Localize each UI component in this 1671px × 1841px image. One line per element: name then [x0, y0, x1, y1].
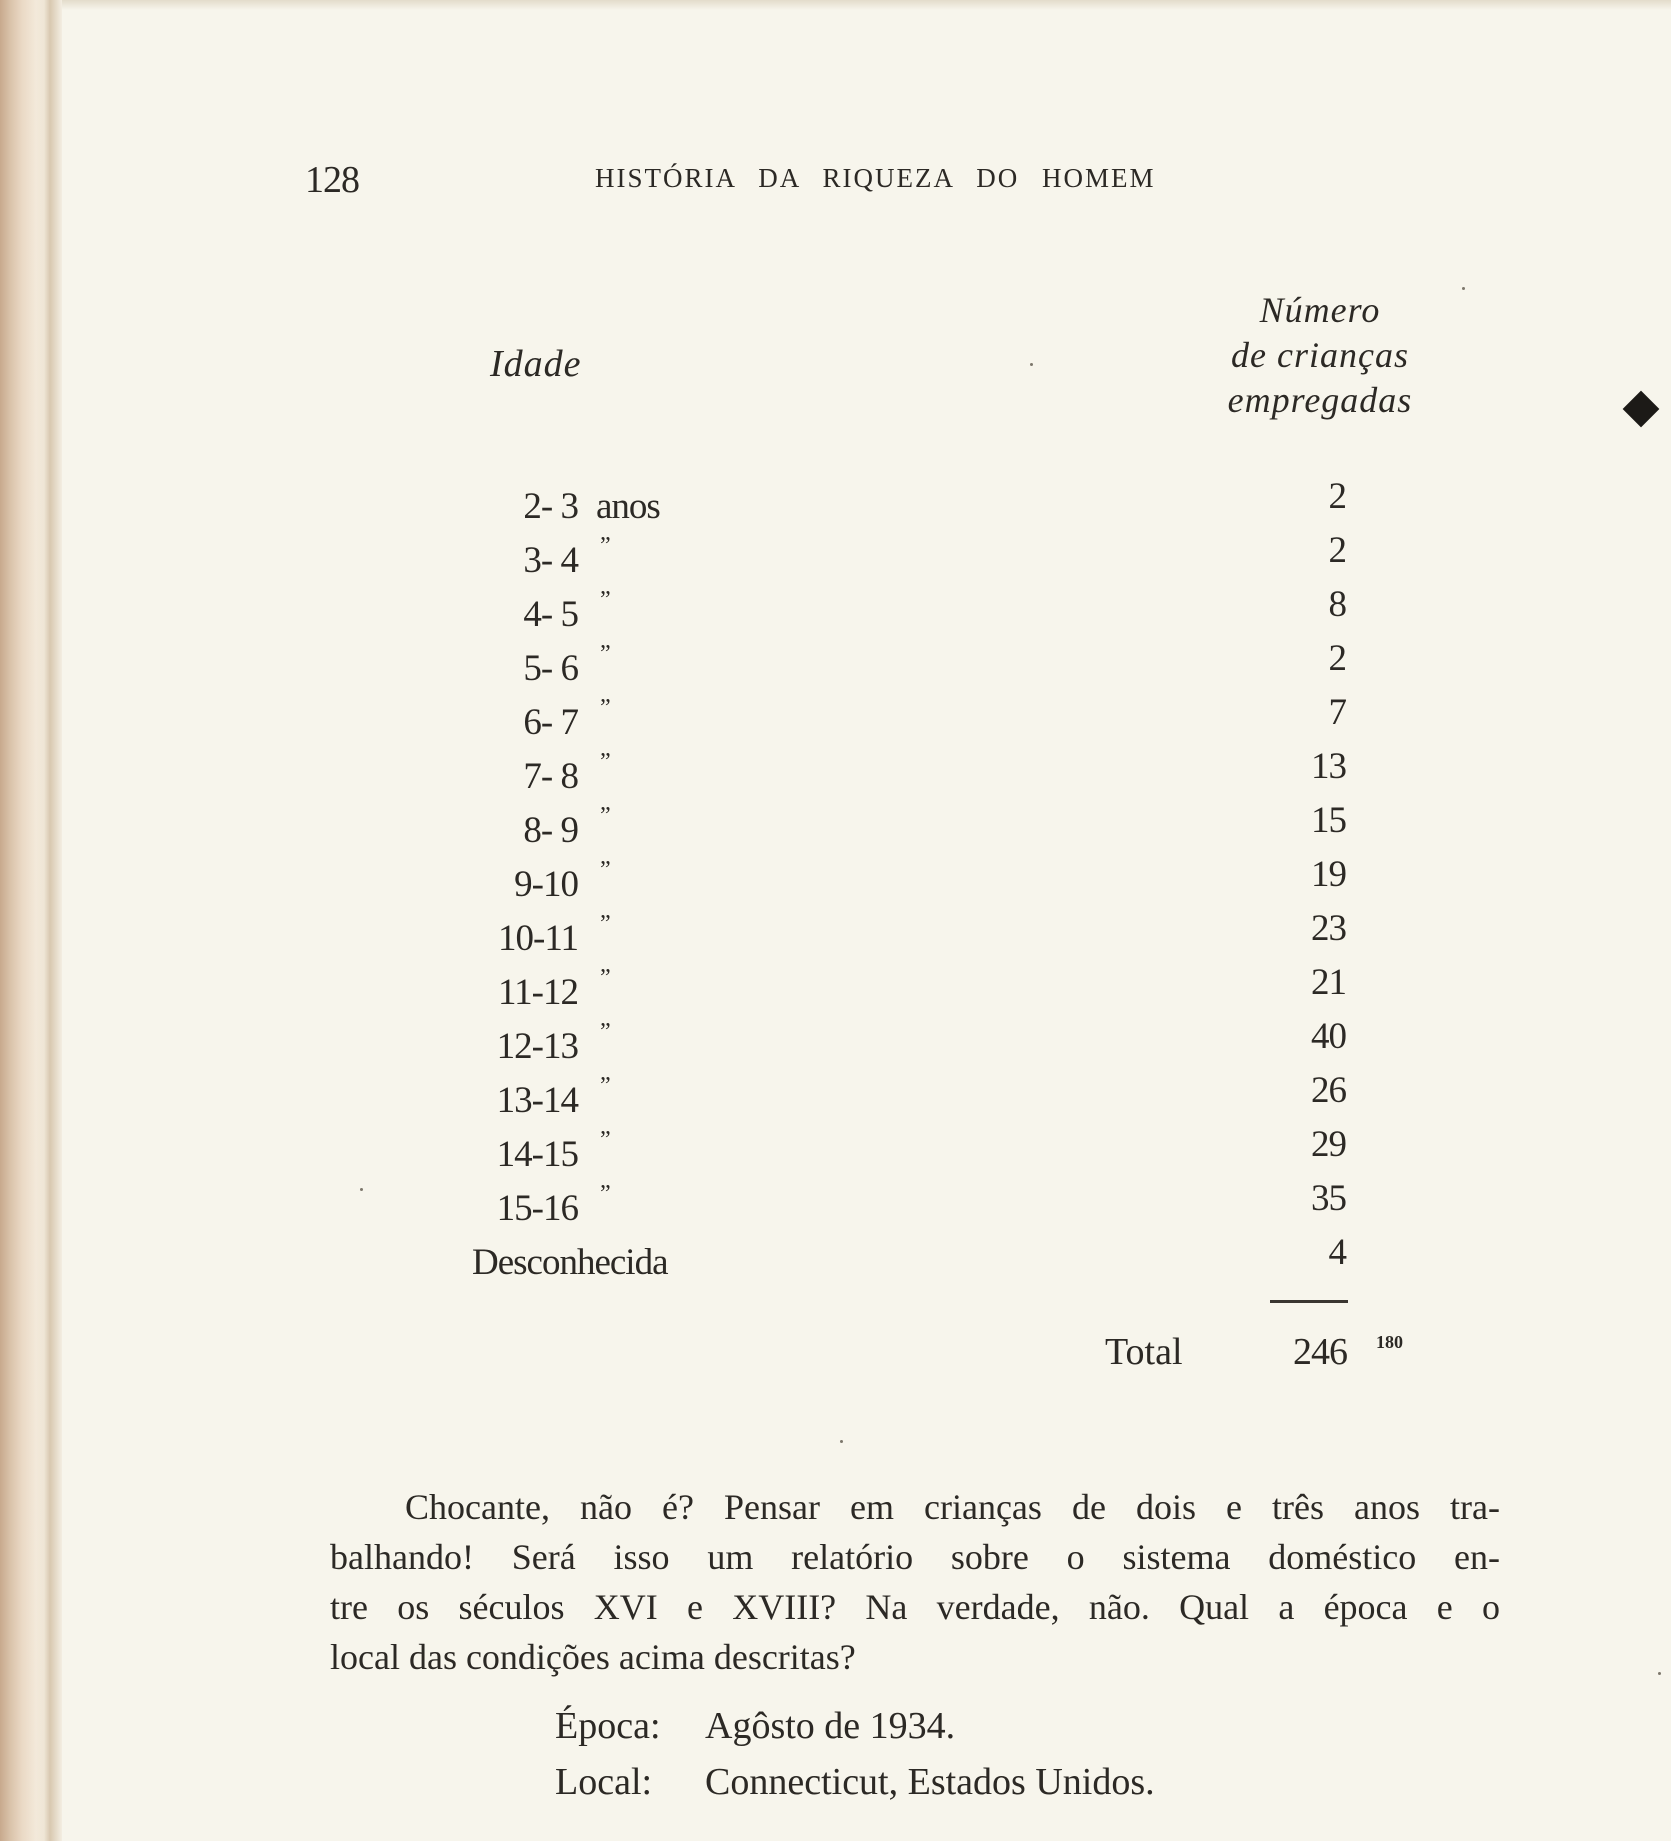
ditto-mark: ” — [600, 695, 610, 721]
total-label: Total — [1105, 1331, 1183, 1373]
running-title: HISTÓRIA DA RIQUEZA DO HOMEM — [595, 163, 1156, 193]
column-header-count — [1170, 288, 1470, 423]
age-range: 11-12 — [498, 972, 578, 1013]
table-row — [0, 1016, 1671, 1079]
paragraph-line: balhando! Será isso um relatório sobre o sistema doméstico en- — [330, 1537, 1500, 1577]
ditto-mark: ” — [600, 857, 610, 883]
table-row — [0, 962, 1671, 1025]
table-row — [0, 746, 1671, 809]
table-row — [0, 476, 1671, 539]
child-count: 21 — [1311, 962, 1346, 1003]
epoca-value: Agôsto de 1934. — [705, 1705, 956, 1747]
footnote-reference: 180 — [1376, 1332, 1403, 1352]
child-count: 26 — [1311, 1070, 1346, 1111]
table-row — [0, 854, 1671, 917]
ditto-mark: ” — [600, 911, 610, 937]
epoca-line — [555, 1704, 955, 1748]
age-range: 14-15 — [496, 1134, 578, 1175]
age-range: 10-11 — [498, 918, 578, 959]
local-value: Connecticut, Estados Unidos. — [705, 1761, 1155, 1803]
paragraph-line: Chocante, não é? Pensar em crianças de dois e três anos tra- — [405, 1487, 1500, 1527]
paper-speck — [1658, 1672, 1661, 1675]
child-count: 8 — [1328, 584, 1346, 625]
age-range: 3- 4 — [523, 540, 578, 581]
page-number: 128 — [305, 159, 359, 201]
child-count: 29 — [1311, 1124, 1346, 1165]
child-count: 2 — [1328, 530, 1346, 571]
body-paragraph — [330, 1482, 1500, 1682]
ditto-mark: ” — [600, 1127, 610, 1153]
child-count: 23 — [1311, 908, 1346, 949]
column-header-count-line: empregadas — [1227, 380, 1413, 420]
ditto-mark: ” — [600, 641, 610, 667]
diamond-marker-icon — [1623, 391, 1660, 428]
table-row — [0, 638, 1671, 701]
paper-speck — [1030, 363, 1033, 366]
ditto-mark: ” — [600, 533, 610, 559]
ditto-mark: ” — [600, 587, 610, 613]
table-row — [0, 800, 1671, 863]
age-range: 8- 9 — [523, 810, 578, 851]
age-unit: anos — [596, 486, 660, 527]
child-count: 15 — [1311, 800, 1346, 841]
ditto-mark: ” — [600, 1073, 610, 1099]
table-row — [0, 1232, 1671, 1295]
ditto-mark: ” — [600, 749, 610, 775]
age-range: 13-14 — [496, 1080, 578, 1121]
epoca-label: Época: — [555, 1705, 661, 1747]
child-count: 35 — [1311, 1178, 1346, 1219]
total-value: 246 — [1293, 1331, 1347, 1373]
paragraph-line: local das condições acima descritas? — [330, 1637, 856, 1677]
local-line — [555, 1760, 1155, 1804]
table-row — [0, 1124, 1671, 1187]
age-range: 4- 5 — [523, 594, 578, 635]
column-header-age: Idade — [490, 343, 582, 385]
table-row — [0, 584, 1671, 647]
ditto-mark: ” — [600, 803, 610, 829]
age-range: 2- 3 — [523, 486, 578, 527]
child-count: 2 — [1328, 476, 1346, 517]
table-row — [0, 908, 1671, 971]
age-range: 7- 8 — [523, 756, 578, 797]
ditto-mark: ” — [600, 1181, 610, 1207]
ditto-mark: ” — [600, 1019, 610, 1045]
age-range: 6- 7 — [523, 702, 578, 743]
page-top-shadow — [62, 0, 1671, 10]
child-count: 2 — [1328, 638, 1346, 679]
child-count: 13 — [1311, 746, 1346, 787]
local-label: Local: — [555, 1761, 653, 1803]
age-range: Desconhecida — [472, 1242, 668, 1283]
column-header-count-line: Número — [1259, 290, 1381, 330]
paper-speck — [840, 1440, 843, 1443]
child-count: 40 — [1311, 1016, 1346, 1057]
child-count: 19 — [1311, 854, 1346, 895]
age-range: 12-13 — [496, 1026, 578, 1067]
column-header-count-line: de crianças — [1231, 335, 1409, 375]
paragraph-line: tre os séculos XVI e XVIII? Na verdade, não. Qual a época e o — [330, 1587, 1500, 1627]
sum-rule — [1270, 1300, 1348, 1303]
ditto-mark: ” — [600, 965, 610, 991]
age-range: 15-16 — [496, 1188, 578, 1229]
table-row — [0, 692, 1671, 755]
child-count: 7 — [1328, 692, 1346, 733]
table-row — [0, 1070, 1671, 1133]
age-range: 5- 6 — [523, 648, 578, 689]
paper-speck — [1462, 287, 1465, 290]
paper-speck — [360, 1188, 363, 1191]
child-count: 4 — [1328, 1232, 1346, 1273]
table-row — [0, 530, 1671, 593]
table-row — [0, 1178, 1671, 1241]
age-range: 9-10 — [514, 864, 578, 905]
